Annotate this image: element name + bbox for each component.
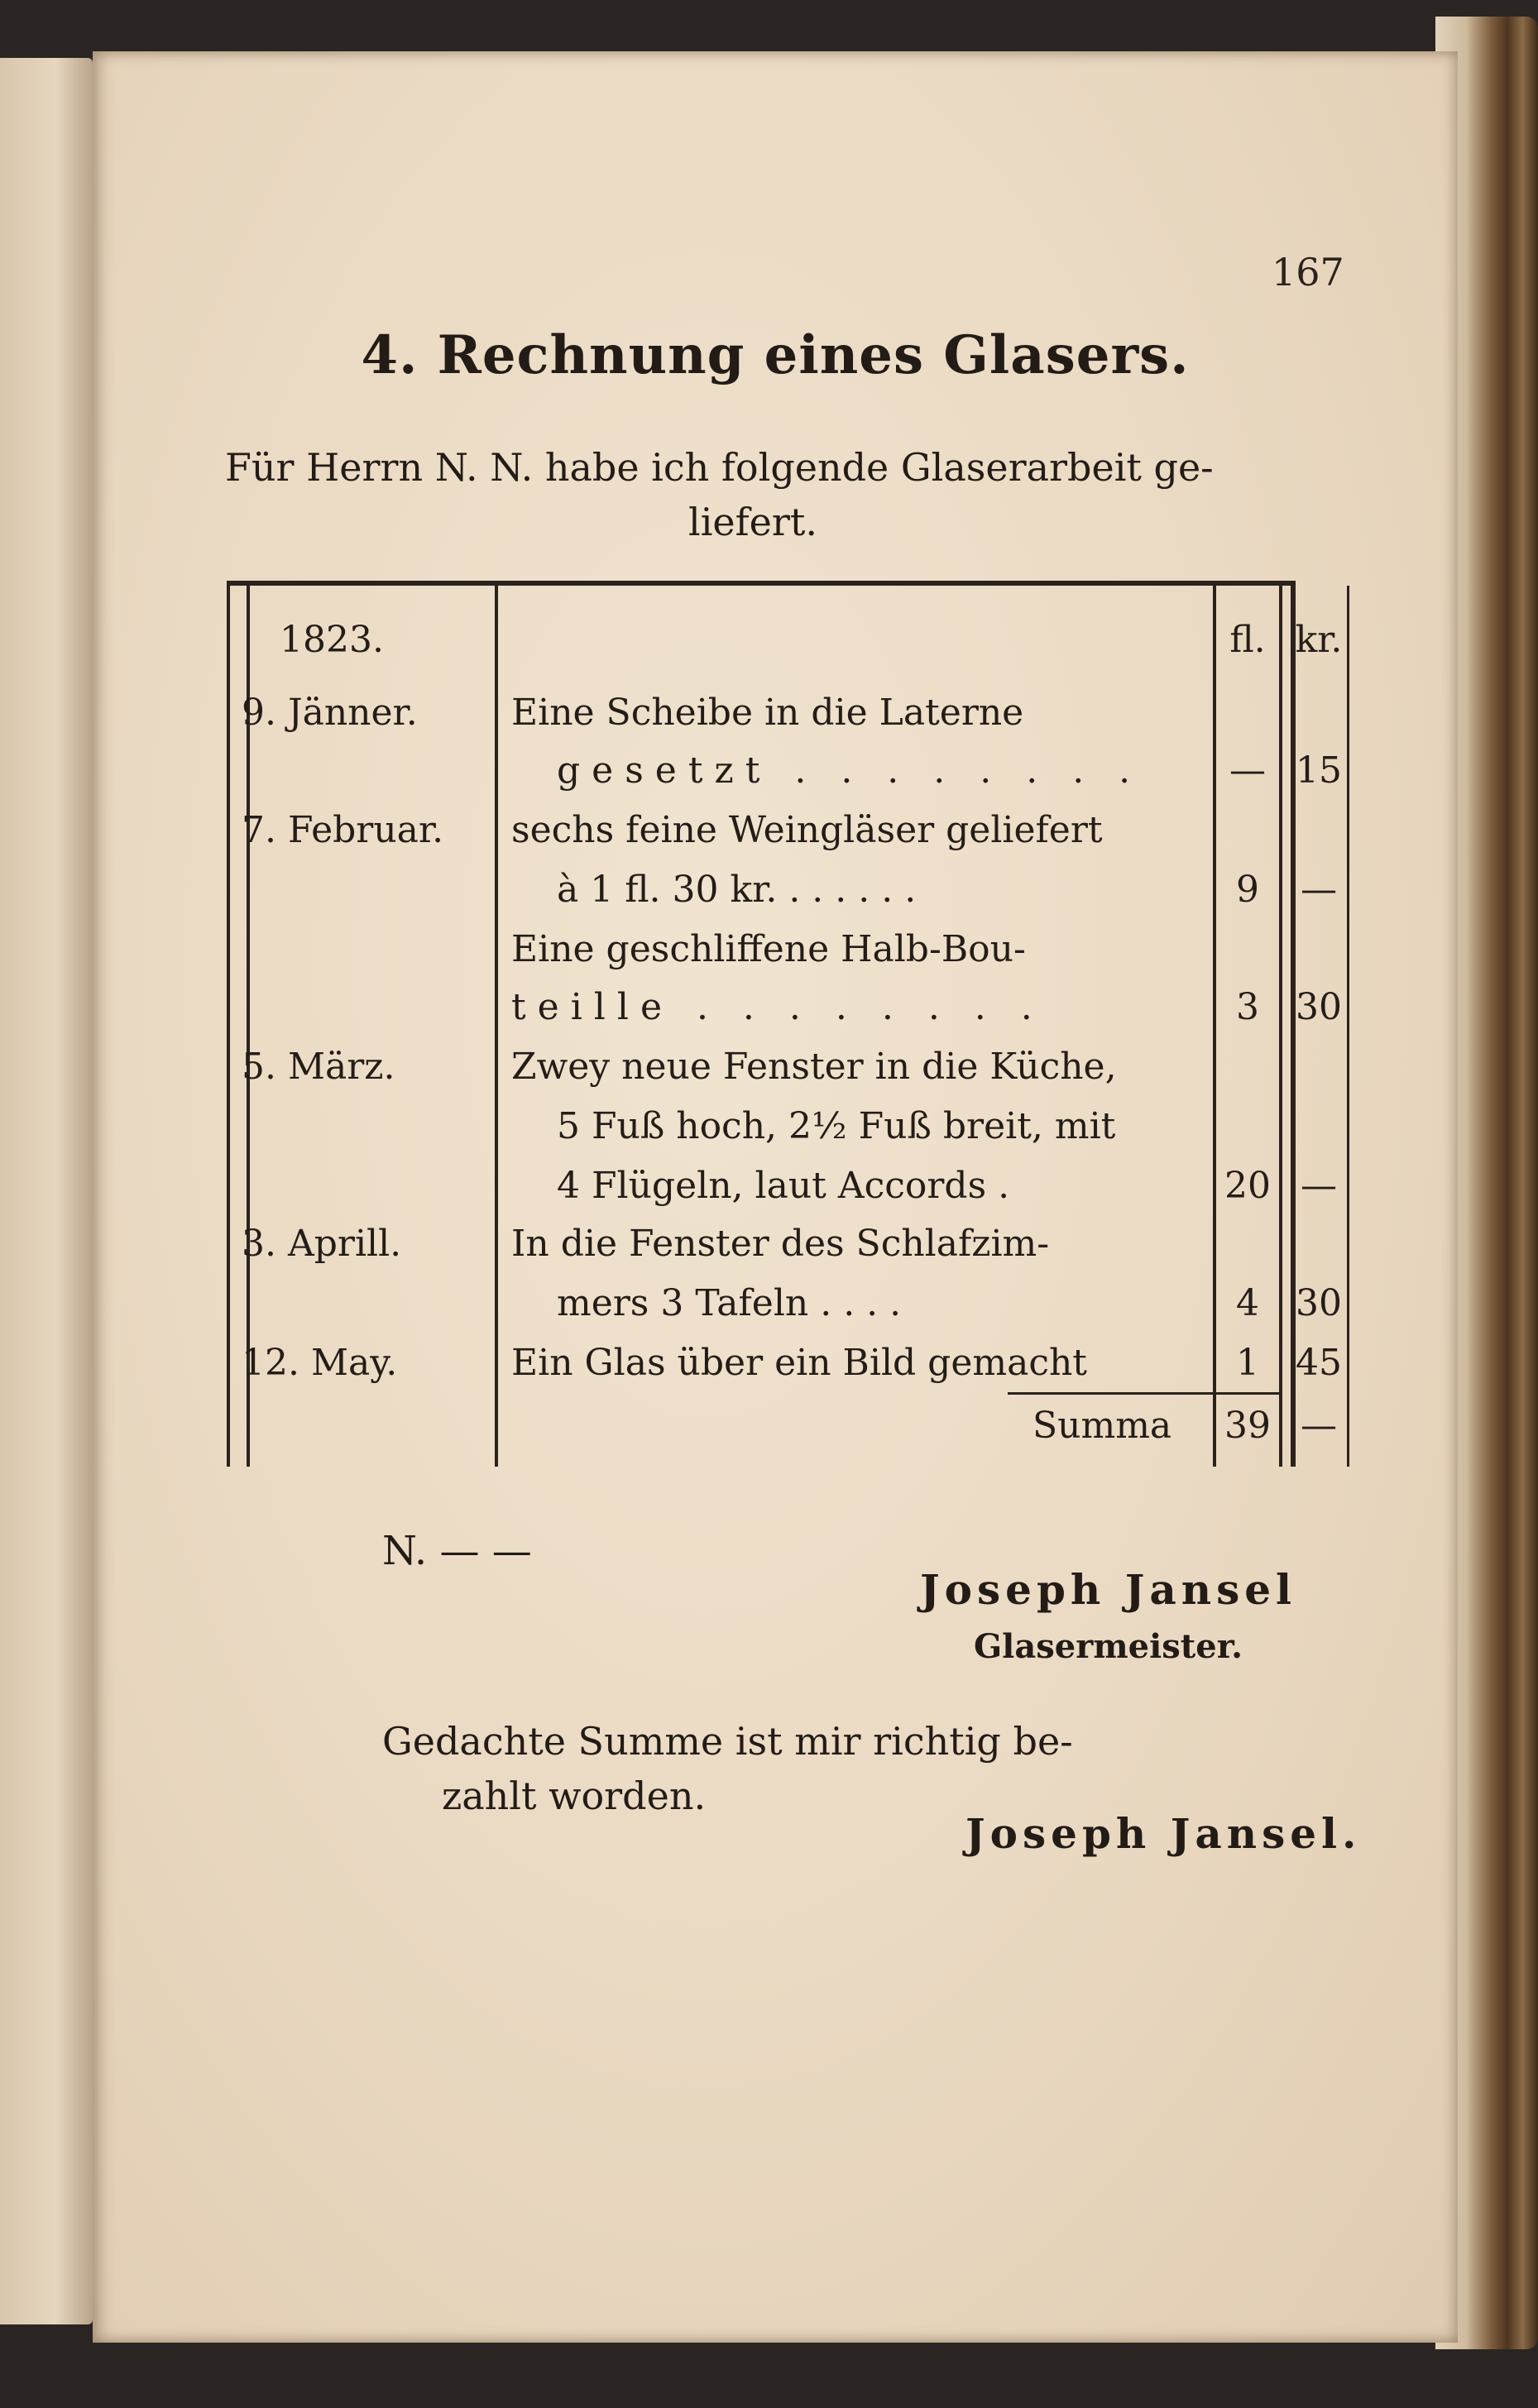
- summa-kr: —: [1301, 1405, 1337, 1447]
- row-desc: In die Fenster des Schlafzim-: [511, 1223, 1050, 1265]
- row-desc: à 1 fl. 30 kr. . . . . . .: [557, 869, 917, 911]
- row-kr: 30: [1296, 986, 1342, 1028]
- receipt-paragraph: [382, 1714, 1073, 1823]
- row-date: 5. März.: [242, 1046, 395, 1088]
- place-date-line: N. — —: [382, 1528, 532, 1574]
- row-kr: 15: [1296, 749, 1342, 792]
- row-desc: 5 Fuß hoch, 2½ Fuß breit, mit: [557, 1105, 1116, 1147]
- year-label: 1823.: [280, 619, 384, 661]
- row-fl: 9: [1236, 869, 1259, 911]
- row-fl: 4: [1236, 1282, 1259, 1324]
- col-fl-header: fl.: [1229, 619, 1266, 661]
- row-desc: Ein Glas über ein Bild gemacht: [511, 1342, 1087, 1384]
- invoice-table: [227, 581, 1343, 1467]
- row-date: 7. Februar.: [242, 809, 444, 851]
- row-kr: 30: [1296, 1282, 1342, 1324]
- row-fl: —: [1229, 749, 1266, 792]
- receipt-line-2: zahlt worden.: [442, 1774, 707, 1818]
- intro-line-1: Für Herrn N. N. habe ich folgende Glaserarbeit ge-: [225, 445, 1214, 490]
- row-fl: 20: [1224, 1165, 1271, 1207]
- row-kr: —: [1301, 1165, 1337, 1207]
- page-number: 167: [1272, 250, 1344, 294]
- row-fl: 3: [1236, 986, 1259, 1028]
- row-desc: Eine Scheibe in die Laterne: [511, 692, 1024, 734]
- receipt-line-1: Gedachte Summe ist mir richtig be-: [382, 1719, 1073, 1764]
- row-date: 12. May.: [242, 1342, 398, 1384]
- row-fl: 1: [1236, 1342, 1259, 1384]
- row-desc: mers 3 Tafeln . . . .: [557, 1282, 902, 1324]
- row-kr: —: [1301, 869, 1337, 911]
- row-date: 9. Jänner.: [242, 692, 418, 734]
- signature-glazier: Joseph Jansel: [920, 1565, 1297, 1614]
- table-date-rule: [495, 586, 498, 1467]
- intro-line-2: liefert.: [688, 500, 817, 544]
- row-desc: teille . . . . . . . .: [511, 986, 1044, 1028]
- facing-page-edge: [0, 58, 93, 2324]
- summa-fl: 39: [1224, 1405, 1271, 1447]
- row-desc: 4 Flügeln, laut Accords .: [557, 1165, 1010, 1207]
- signature-receipt: Joseph Jansel.: [965, 1809, 1362, 1858]
- row-desc: Eine geschliffene Halb-Bou-: [511, 928, 1026, 970]
- row-desc: gesetzt . . . . . . . .: [557, 749, 1143, 792]
- book-page: [93, 51, 1458, 2343]
- intro-paragraph: [225, 440, 1383, 549]
- row-desc: sechs feine Weingläser geliefert: [511, 809, 1103, 851]
- summa-label: Summa: [1033, 1405, 1172, 1447]
- col-kr-header: kr.: [1295, 619, 1343, 661]
- row-kr: 45: [1296, 1342, 1342, 1384]
- row-date: 3. Aprill.: [242, 1223, 402, 1265]
- signature-title: Glasermeister.: [974, 1627, 1243, 1666]
- summa-rule: [1008, 1392, 1281, 1395]
- row-desc: Zwey neue Fenster in die Küche,: [511, 1046, 1117, 1088]
- page-title: 4. Rechnung eines Glasers.: [361, 324, 1190, 386]
